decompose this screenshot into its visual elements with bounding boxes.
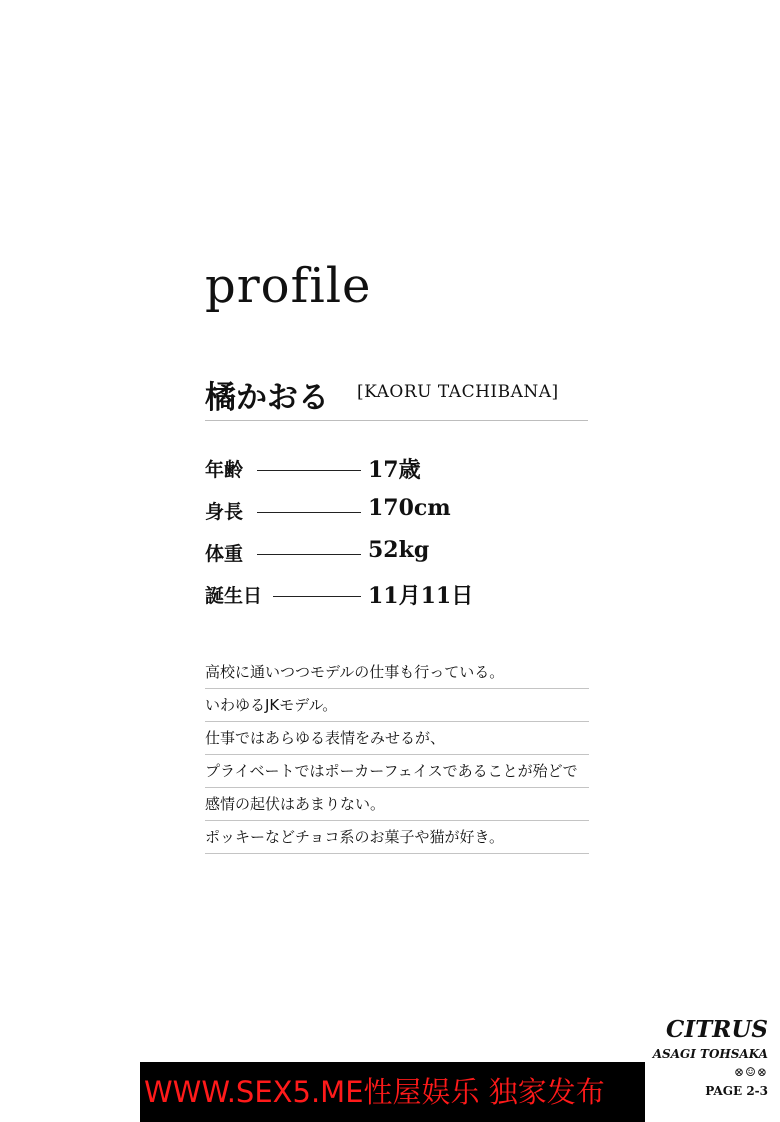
stat-row-height [205, 497, 505, 539]
description-block [205, 656, 589, 854]
stat-label: 体重 [205, 543, 244, 565]
stat-value: 52kg [368, 537, 430, 563]
character-name-romaji: [KAORU TACHIBANA] [357, 382, 559, 402]
stat-row-weight [205, 539, 505, 581]
stat-label: 誕生日 [205, 585, 263, 607]
stat-leader-line [257, 512, 361, 513]
stat-row-birthday [205, 581, 505, 623]
stat-leader-line [257, 554, 361, 555]
author-name: ASAGI TOHSAKA [652, 1047, 768, 1061]
stats-list [205, 455, 505, 623]
profile-heading: profile [205, 258, 372, 314]
series-credit [653, 1015, 768, 1101]
stat-label: 年齢 [205, 459, 244, 481]
stat-value: 170cm [368, 495, 451, 521]
character-name-row [205, 368, 588, 421]
stat-leader-line [257, 470, 361, 471]
page-number: PAGE 2-3 [705, 1084, 768, 1098]
description-line: プライベートではポーカーフェイスであることが殆どで [205, 755, 589, 788]
character-name-japanese: 橘かおる [205, 380, 329, 416]
description-line: 感情の起伏はあまりない。 [205, 788, 589, 821]
stat-leader-line [273, 596, 361, 597]
stat-row-age [205, 455, 505, 497]
series-title: CITRUS [666, 1016, 768, 1043]
description-line: 仕事ではあらゆる表情をみせるが、 [205, 722, 589, 755]
stat-label: 身長 [205, 501, 244, 523]
watermark-banner: WWW.SEX5.ME性屋娱乐 独家发布 [140, 1062, 645, 1122]
description-line: いわゆるJKモデル。 [205, 689, 589, 722]
emblem-icons: ⊗☺⊗ [734, 1065, 768, 1079]
stat-value: 11月11日 [368, 583, 474, 609]
description-line: ポッキーなどチョコ系のお菓子や猫が好き。 [205, 821, 589, 854]
stat-value: 17歳 [368, 457, 421, 483]
description-line: 高校に通いつつモデルの仕事も行っている。 [205, 656, 589, 689]
